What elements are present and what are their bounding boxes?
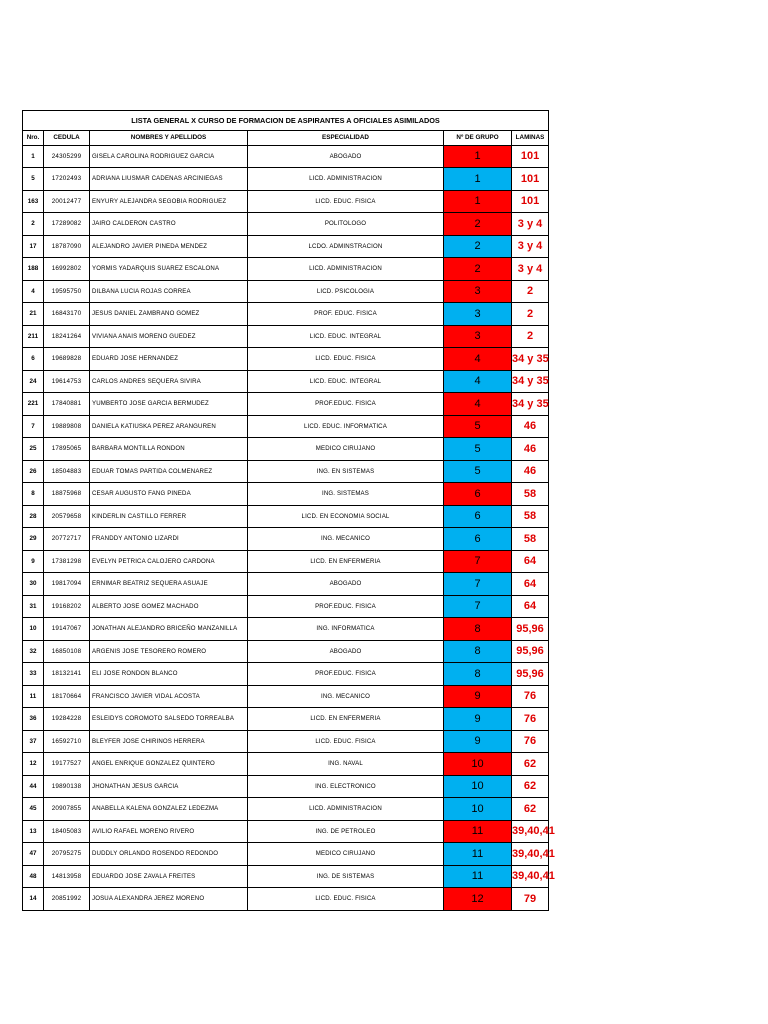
cell-cedula: 19177527: [44, 753, 90, 776]
cell-cedula: 17381298: [44, 550, 90, 573]
cell-cedula: 18241264: [44, 325, 90, 348]
cell-especialidad: ABOGADO: [248, 573, 444, 596]
table-row: [23, 708, 549, 731]
cell-nombre: ANABELLA KALENA GONZALEZ LEDEZMA: [90, 798, 248, 821]
cell-nro: 188: [23, 258, 44, 281]
cell-nombre: ARGENIS JOSE TESORERO ROMERO: [90, 640, 248, 663]
cell-nro: 33: [23, 663, 44, 686]
cell-grupo: 8: [444, 618, 512, 641]
cell-especialidad: ING. MECANICO: [248, 685, 444, 708]
cell-grupo: 9: [444, 708, 512, 731]
table-row: [23, 528, 549, 551]
cell-grupo: 9: [444, 685, 512, 708]
cell-especialidad: LICD. EDUC. INTEGRAL: [248, 370, 444, 393]
cell-especialidad: ING. DE SISTEMAS: [248, 865, 444, 888]
header-nro: Nro.: [23, 131, 44, 146]
cell-especialidad: ABOGADO: [248, 145, 444, 168]
cell-grupo: 6: [444, 483, 512, 506]
cell-especialidad: LICD. EDUC. FISICA: [248, 730, 444, 753]
table-row: [23, 370, 549, 393]
cell-laminas: 64: [512, 595, 549, 618]
cell-nombre: JAIRO CALDERON CASTRO: [90, 213, 248, 236]
table-row: [23, 595, 549, 618]
cell-especialidad: LICD. EN ENFERMERIA: [248, 550, 444, 573]
cell-laminas: 3 y 4: [512, 258, 549, 281]
cell-cedula: 19614753: [44, 370, 90, 393]
cell-nro: 25: [23, 438, 44, 461]
header-nombres: NOMBRES Y APELLIDOS: [90, 131, 248, 146]
cell-especialidad: LICD. EDUC. INTEGRAL: [248, 325, 444, 348]
cell-laminas: 3 y 4: [512, 235, 549, 258]
cell-cedula: 18787090: [44, 235, 90, 258]
cell-grupo: 7: [444, 550, 512, 573]
cell-nombre: JHONATHAN JESUS GARCIA: [90, 775, 248, 798]
cell-laminas: 95,96: [512, 640, 549, 663]
cell-especialidad: LICD. EDUC. FISICA: [248, 190, 444, 213]
cell-grupo: 12: [444, 888, 512, 911]
cell-nro: 2: [23, 213, 44, 236]
cell-cedula: 19890138: [44, 775, 90, 798]
cell-laminas: 64: [512, 550, 549, 573]
cell-especialidad: LICD. EN ECONOMIA SOCIAL: [248, 505, 444, 528]
header-especialidad: ESPECIALIDAD: [248, 131, 444, 146]
table-row: [23, 573, 549, 596]
cell-nombre: JONATHAN ALEJANDRO BRICEÑO MANZANILLA: [90, 618, 248, 641]
cell-cedula: 20579658: [44, 505, 90, 528]
cell-nombre: ESLEIDYS COROMOTO SALSEDO TORREALBA: [90, 708, 248, 731]
cell-nombre: FRANCISCO JAVIER VIDAL ACOSTA: [90, 685, 248, 708]
cell-laminas: 79: [512, 888, 549, 911]
cell-grupo: 3: [444, 303, 512, 326]
cell-nro: 10: [23, 618, 44, 641]
cell-grupo: 2: [444, 258, 512, 281]
cell-nro: 26: [23, 460, 44, 483]
cell-especialidad: ING. MECANICO: [248, 528, 444, 551]
cell-laminas: 62: [512, 775, 549, 798]
cell-laminas: 34 y 35: [512, 393, 549, 416]
cell-laminas: 3 y 4: [512, 213, 549, 236]
cell-grupo: 4: [444, 348, 512, 371]
table-row: [23, 865, 549, 888]
table-row: [23, 730, 549, 753]
cell-grupo: 5: [444, 460, 512, 483]
table-row: [23, 213, 549, 236]
header-cedula: CEDULA: [44, 131, 90, 146]
cell-nro: 1: [23, 145, 44, 168]
cell-nro: 37: [23, 730, 44, 753]
cell-cedula: 16592710: [44, 730, 90, 753]
table-row: [23, 460, 549, 483]
cell-grupo: 9: [444, 730, 512, 753]
cell-cedula: 18405083: [44, 820, 90, 843]
cell-nro: 29: [23, 528, 44, 551]
table-row: [23, 258, 549, 281]
cell-nro: 45: [23, 798, 44, 821]
cell-cedula: 14813958: [44, 865, 90, 888]
cell-grupo: 2: [444, 235, 512, 258]
table-row: [23, 303, 549, 326]
cell-nro: 28: [23, 505, 44, 528]
cell-especialidad: LICD. ADMINISTRACION: [248, 168, 444, 191]
cell-nombre: EDUAR TOMAS PARTIDA COLMENAREZ: [90, 460, 248, 483]
cell-cedula: 17895065: [44, 438, 90, 461]
table-row: [23, 505, 549, 528]
cell-especialidad: LICD. EDUC. FISICA: [248, 348, 444, 371]
table-row: [23, 798, 549, 821]
cell-laminas: 76: [512, 685, 549, 708]
cell-especialidad: ABOGADO: [248, 640, 444, 663]
cell-cedula: 19817094: [44, 573, 90, 596]
cell-laminas: 58: [512, 483, 549, 506]
cell-nro: 36: [23, 708, 44, 731]
table-row: [23, 280, 549, 303]
cell-especialidad: ING. ELECTRONICO: [248, 775, 444, 798]
cell-nombre: ENYURY ALEJANDRA SEGOBIA RODRIGUEZ: [90, 190, 248, 213]
cell-laminas: 101: [512, 190, 549, 213]
cell-nombre: EDUARDO JOSE ZAVALA FREITES: [90, 865, 248, 888]
cell-cedula: 18170664: [44, 685, 90, 708]
cell-nro: 4: [23, 280, 44, 303]
cell-especialidad: LICD. EDUC. FISICA: [248, 888, 444, 911]
cell-nro: 6: [23, 348, 44, 371]
cell-nombre: KINDERLIN CASTILLO FERRER: [90, 505, 248, 528]
cell-laminas: 46: [512, 415, 549, 438]
cell-grupo: 1: [444, 190, 512, 213]
cell-nro: 221: [23, 393, 44, 416]
table-row: [23, 190, 549, 213]
cell-laminas: 2: [512, 303, 549, 326]
table-body: [23, 111, 555, 911]
cell-especialidad: ING. SISTEMAS: [248, 483, 444, 506]
cell-especialidad: LICD. ADMINISTRACION: [248, 258, 444, 281]
cell-grupo: 8: [444, 663, 512, 686]
cell-cedula: 20851992: [44, 888, 90, 911]
cell-nombre: DANIELA KATIUSKA PEREZ ARANGUREN: [90, 415, 248, 438]
table-row: [23, 753, 549, 776]
cell-nro: 48: [23, 865, 44, 888]
cell-laminas: 39,40,41: [512, 843, 549, 866]
cell-especialidad: MEDICO CIRUJANO: [248, 843, 444, 866]
table-row: [23, 348, 549, 371]
cell-laminas: 101: [512, 145, 549, 168]
table-row: [23, 145, 549, 168]
cell-cedula: 20907855: [44, 798, 90, 821]
cell-nro: 211: [23, 325, 44, 348]
cell-nro: 47: [23, 843, 44, 866]
cell-laminas: 64: [512, 573, 549, 596]
cell-especialidad: PROF.EDUC. FISICA: [248, 595, 444, 618]
cell-grupo: 11: [444, 820, 512, 843]
table-row: [23, 168, 549, 191]
cell-grupo: 6: [444, 505, 512, 528]
cell-especialidad: ING. DE PETROLEO: [248, 820, 444, 843]
cell-laminas: 46: [512, 460, 549, 483]
table-row: [23, 618, 549, 641]
cell-nro: 7: [23, 415, 44, 438]
cell-nro: 163: [23, 190, 44, 213]
cell-nombre: GISELA CAROLINA RODRIGUEZ GARCIA: [90, 145, 248, 168]
cell-laminas: 76: [512, 730, 549, 753]
sheet-title: LISTA GENERAL X CURSO DE FORMACION DE ASPIRANTES A OFICIALES ASIMILADOS: [23, 111, 549, 131]
cell-especialidad: LICD. PSICOLOGIA: [248, 280, 444, 303]
cell-nombre: CESAR AUGUSTO FANG PINEDA: [90, 483, 248, 506]
cell-grupo: 4: [444, 393, 512, 416]
cell-grupo: 10: [444, 798, 512, 821]
cell-grupo: 3: [444, 325, 512, 348]
cell-grupo: 10: [444, 753, 512, 776]
table-row: [23, 235, 549, 258]
cell-nro: 32: [23, 640, 44, 663]
header-grupo: Nº DE GRUPO: [444, 131, 512, 146]
cell-cedula: 17202493: [44, 168, 90, 191]
cell-grupo: 5: [444, 415, 512, 438]
cell-cedula: 16992802: [44, 258, 90, 281]
table-row: [23, 843, 549, 866]
cell-nro: 30: [23, 573, 44, 596]
cell-nombre: ALBERTO JOSE GOMEZ MACHADO: [90, 595, 248, 618]
cell-cedula: 19284228: [44, 708, 90, 731]
cell-nro: 14: [23, 888, 44, 911]
cell-grupo: 1: [444, 145, 512, 168]
header-laminas: LAMINAS: [512, 131, 549, 146]
cell-cedula: 19595750: [44, 280, 90, 303]
cell-nro: 5: [23, 168, 44, 191]
cell-cedula: 16843170: [44, 303, 90, 326]
cell-laminas: 39,40,41: [512, 820, 549, 843]
cell-grupo: 6: [444, 528, 512, 551]
cell-nombre: BLEYFER JOSE CHIRINOS HERRERA: [90, 730, 248, 753]
table-row: [23, 640, 549, 663]
cell-especialidad: ING. INFORMATICA: [248, 618, 444, 641]
cell-nro: 12: [23, 753, 44, 776]
table-row: [23, 685, 549, 708]
cell-laminas: 39,40,41: [512, 865, 549, 888]
cell-cedula: 18504883: [44, 460, 90, 483]
student-list-table: [22, 110, 555, 911]
cell-grupo: 8: [444, 640, 512, 663]
cell-cedula: 19147067: [44, 618, 90, 641]
cell-laminas: 34 y 35: [512, 370, 549, 393]
cell-grupo: 4: [444, 370, 512, 393]
cell-laminas: 95,96: [512, 663, 549, 686]
cell-laminas: 34 y 35: [512, 348, 549, 371]
title-row: [23, 111, 549, 131]
cell-nombre: AVILIO RAFAEL MORENO RIVERO: [90, 820, 248, 843]
table-row: [23, 483, 549, 506]
cell-nombre: CARLOS ANDRES SEQUERA SIVIRA: [90, 370, 248, 393]
cell-especialidad: POLITOLOGO: [248, 213, 444, 236]
cell-nombre: ALEJANDRO JAVIER PINEDA MENDEZ: [90, 235, 248, 258]
cell-especialidad: LCDO. ADMINSTRACION: [248, 235, 444, 258]
cell-cedula: 19168202: [44, 595, 90, 618]
cell-nombre: YORMIS YADARQUIS SUAREZ ESCALONA: [90, 258, 248, 281]
cell-nro: 24: [23, 370, 44, 393]
cell-laminas: 62: [512, 753, 549, 776]
cell-laminas: 95,96: [512, 618, 549, 641]
cell-nro: 13: [23, 820, 44, 843]
cell-nombre: EVELYN PETRICA CALOJERO CARDONA: [90, 550, 248, 573]
cell-laminas: 76: [512, 708, 549, 731]
cell-nombre: JESUS DANIEL ZAMBRANO GOMEZ: [90, 303, 248, 326]
cell-cedula: 20772717: [44, 528, 90, 551]
cell-cedula: 16850108: [44, 640, 90, 663]
cell-laminas: 2: [512, 325, 549, 348]
cell-nro: 21: [23, 303, 44, 326]
cell-grupo: 1: [444, 168, 512, 191]
cell-nombre: DILBANA LUCIA ROJAS CORREA: [90, 280, 248, 303]
cell-cedula: 19689828: [44, 348, 90, 371]
cell-nombre: JOSUA ALEXANDRA JEREZ MORENO: [90, 888, 248, 911]
cell-cedula: 20012477: [44, 190, 90, 213]
cell-cedula: 18132141: [44, 663, 90, 686]
cell-grupo: 7: [444, 595, 512, 618]
cell-grupo: 7: [444, 573, 512, 596]
cell-laminas: 58: [512, 505, 549, 528]
table-row: [23, 775, 549, 798]
table-row: [23, 820, 549, 843]
cell-nro: 17: [23, 235, 44, 258]
cell-grupo: 11: [444, 843, 512, 866]
cell-nombre: DUDDLY ORLANDO ROSENDO REDONDO: [90, 843, 248, 866]
cell-cedula: 18875968: [44, 483, 90, 506]
cell-cedula: 20795275: [44, 843, 90, 866]
cell-grupo: 10: [444, 775, 512, 798]
cell-cedula: 17289082: [44, 213, 90, 236]
cell-nro: 9: [23, 550, 44, 573]
cell-nro: 11: [23, 685, 44, 708]
cell-nro: 31: [23, 595, 44, 618]
cell-nombre: EDUARD JOSE HERNANDEZ: [90, 348, 248, 371]
cell-nro: 8: [23, 483, 44, 506]
cell-especialidad: LICD. EDUC. INFORMATICA: [248, 415, 444, 438]
cell-especialidad: ING. NAVAL: [248, 753, 444, 776]
cell-grupo: 5: [444, 438, 512, 461]
cell-laminas: 58: [512, 528, 549, 551]
table-row: [23, 325, 549, 348]
cell-laminas: 62: [512, 798, 549, 821]
cell-nombre: ANGEL ENRIQUE GONZALEZ QUINTERO: [90, 753, 248, 776]
cell-especialidad: PROF.EDUC. FISICA: [248, 663, 444, 686]
cell-nombre: ADRIANA LIUSMAR CADENAS ARCINIEGAS: [90, 168, 248, 191]
cell-cedula: 19889808: [44, 415, 90, 438]
cell-especialidad: PROF.EDUC. FISICA: [248, 393, 444, 416]
cell-cedula: 17840881: [44, 393, 90, 416]
cell-laminas: 101: [512, 168, 549, 191]
cell-especialidad: PROF. EDUC. FISICA: [248, 303, 444, 326]
header-row: [23, 131, 549, 146]
cell-laminas: 46: [512, 438, 549, 461]
cell-cedula: 24305299: [44, 145, 90, 168]
table-row: [23, 415, 549, 438]
table-row: [23, 550, 549, 573]
cell-nombre: FRANDDY ANTONIO LIZARDI: [90, 528, 248, 551]
table-row: [23, 438, 549, 461]
table-row: [23, 663, 549, 686]
table-row: [23, 393, 549, 416]
cell-nombre: ELI JOSE RONDON BLANCO: [90, 663, 248, 686]
cell-nro: 44: [23, 775, 44, 798]
cell-nombre: YUMBERTO JOSE GARCIA BERMUDEZ: [90, 393, 248, 416]
cell-nombre: ERNIMAR BEATRIZ SEQUERA ASUAJE: [90, 573, 248, 596]
cell-especialidad: MEDICO CIRUJANO: [248, 438, 444, 461]
cell-grupo: 11: [444, 865, 512, 888]
cell-especialidad: LICD. ADMINISTRACION: [248, 798, 444, 821]
cell-grupo: 2: [444, 213, 512, 236]
cell-laminas: 2: [512, 280, 549, 303]
cell-nombre: BARBARA MONTILLA RONDON: [90, 438, 248, 461]
cell-nombre: VIVIANA ANAIS MORENO GUEDEZ: [90, 325, 248, 348]
cell-especialidad: ING. EN SISTEMAS: [248, 460, 444, 483]
cell-especialidad: LICD. EN ENFERMERIA: [248, 708, 444, 731]
cell-grupo: 3: [444, 280, 512, 303]
table-row: [23, 888, 549, 911]
